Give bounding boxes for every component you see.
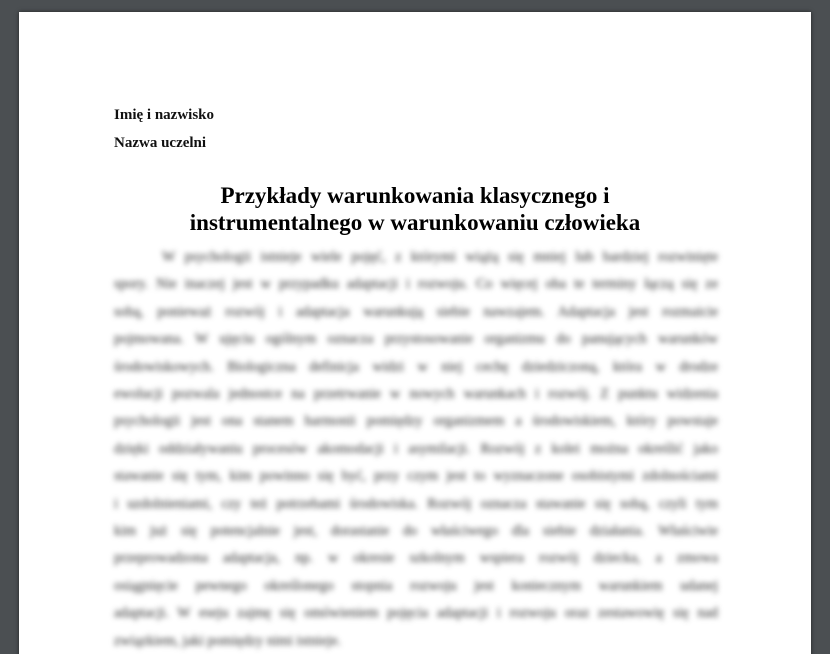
- author-name: Imię i nazwisko: [114, 107, 215, 123]
- blurred-body-paragraph: W psychologii istnieje wiele pojęć, z którymi wiążą się mniej lub bardziej rozwinięte spory. Nie inaczej jest w przypadku adaptacji i rozwoju. Co więcej oba te terminy łączą się ze sobą, ponieważ rozwój i adaptacja warunkują siebie nawzajem. Adaptacja jest rozmaicie pojmowana. W ujęciu ogólnym oznacza przystosowanie organizmu do panujących warunków środowiskowych. Biologiczna definicja widzi w niej cechę dziedziczoną, która w drodze ewolucji pozwala jednostce na przetrwanie w nowych warunkach i rozwój. Z punktu widzenia psychologii jest ona stanem harmonii pomiędzy organizmem a środowiskiem, który powstaje dzięki oddziaływaniu procesów akomodacji i asymilacji. Rozwój z kolei można określić jako stawanie się tym, kim powinno się być, przy czym jest to wyznaczone osobistymi zdolnościami i uzdolnieniami, czy też potrzebami środowiska. Rozwój oznacza stawanie się sobą, czyli tym kim już się potencjalnie jest, dorastanie do właściwego dla siebie działania. Właściwie przeprowadzona adaptacja, np. w okresie szkolnym wspiera rozwój dziecka, a zmowa osiągnięcie pewnego określonego stopnia rozwoju jest koniecznym warunkiem udanej adaptacji. W eseju zajmę się omówieniem pojęcia adaptacji i rozwoju oraz zestawowię się nad związkiem, jaki pomiędzy nimi istnieje.: [114, 249, 718, 649]
- document-title: [114, 182, 716, 236]
- document-page: [19, 12, 811, 654]
- title-line-2: instrumentalnego w warunkowaniu człowieka: [189, 210, 641, 235]
- title-line-1: Przykłady warunkowania klasycznego i: [220, 183, 610, 208]
- university-name: Nazwa uczelni: [114, 135, 207, 151]
